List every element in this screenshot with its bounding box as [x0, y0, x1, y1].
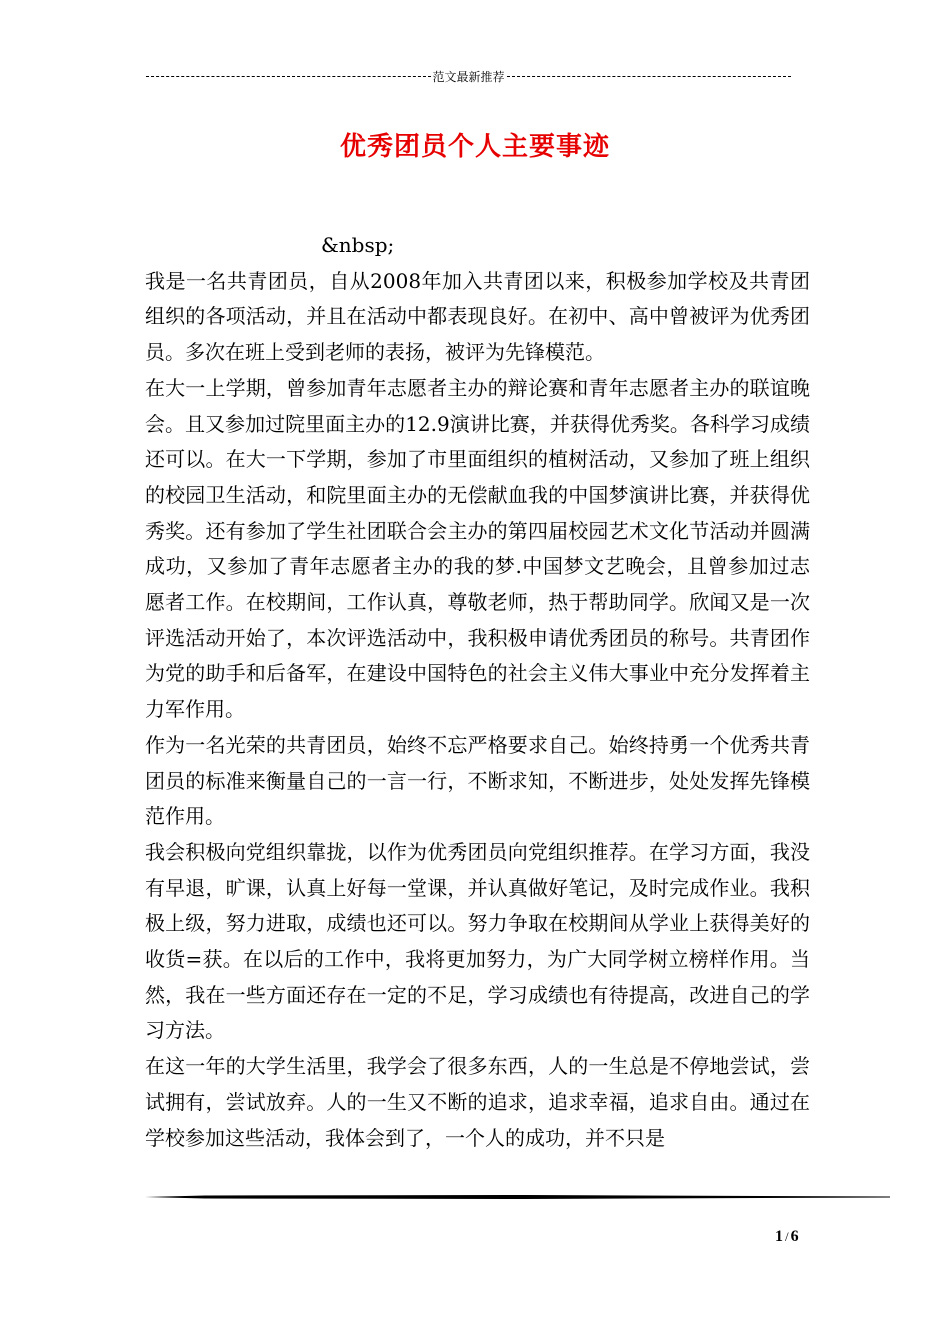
- body-paragraph: 作为一名光荣的共青团员，始终不忘严格要求自己。始终持勇一个优秀共青团员的标准来衡量自己的一言一行，不断求知，不断进步，处处发挥先锋模范作用。: [145, 732, 810, 829]
- body-paragraph: 在大一上学期，曾参加青年志愿者主办的辩论赛和青年志愿者主办的联谊晚会。且又参加过院里面主办的12.9演讲比赛，并获得优秀奖。各科学习成绩还可以。在大一下学期，参加了市里面组织的植树活动，又参加了班上组织的校园卫生活动，和院里面主办的无偿献血我的中国梦演讲比赛，并获得优秀奖。还有参加了学生社团联合会主办的第四届校园艺术文化节活动并圆满成功，又参加了青年志愿者主办的我的梦.中国梦文艺晚会，且曾参加过志愿者工作。在校期间，工作认真，尊敬老师，热于帮助同学。欣闻又是一次评选活动开始了，本次评选活动中，我积极申请优秀团员的称号。共青团作为党的助手和后备军，在建设中国特色的社会主义伟大事业中充分发挥着主力军作用。: [145, 375, 810, 722]
- page-separator: /: [785, 1229, 789, 1244]
- footer-divider-line: [145, 1195, 890, 1199]
- page-total: 6: [790, 1228, 799, 1245]
- body-paragraph: 我是一名共青团员，自从2008年加入共青团以来，积极参加学校及共青团组织的各项活动，并且在活动中都表现良好。在初中、高中曾被评为优秀团员。多次在班上受到老师的表扬，被评为先锋模范。: [145, 268, 810, 365]
- body-paragraph: 在这一年的大学生活里，我学会了很多东西，人的一生总是不停地尝试，尝试拥有，尝试放弃。人的一生又不断的追求，追求幸福，追求自由。通过在学校参加这些活动，我体会到了，一个人的成功，并不只是: [145, 1054, 810, 1150]
- document-title: 优秀团员个人主要事迹: [339, 132, 610, 162]
- header-dash-left: [146, 76, 431, 77]
- body-paragraph: 我会积极向党组织靠拢，以作为优秀团员向党组织推荐。在学习方面，我没有早退，旷课，认真上好每一堂课，并认真做好笔记，及时完成作业。我积极上级，努力进取，成绩也还可以。努力争取在校期间从学业上获得美好的收货=获。在以后的工作中，我将更加努力，为广大同学树立榜样作用。当然，我在一些方面还存在一定的不足，学习成绩也有待提高，改进自己的学习方法。: [145, 839, 810, 1043]
- body-lead: &nbsp;: [321, 233, 395, 257]
- document-body: [145, 228, 810, 1156]
- page-number: [775, 1228, 799, 1246]
- page-header: [146, 66, 791, 86]
- page-current: 1: [775, 1228, 783, 1245]
- header-dash-right: [507, 76, 792, 77]
- footer-divider: [145, 1195, 890, 1199]
- header-label: 范文最新推荐: [432, 69, 505, 84]
